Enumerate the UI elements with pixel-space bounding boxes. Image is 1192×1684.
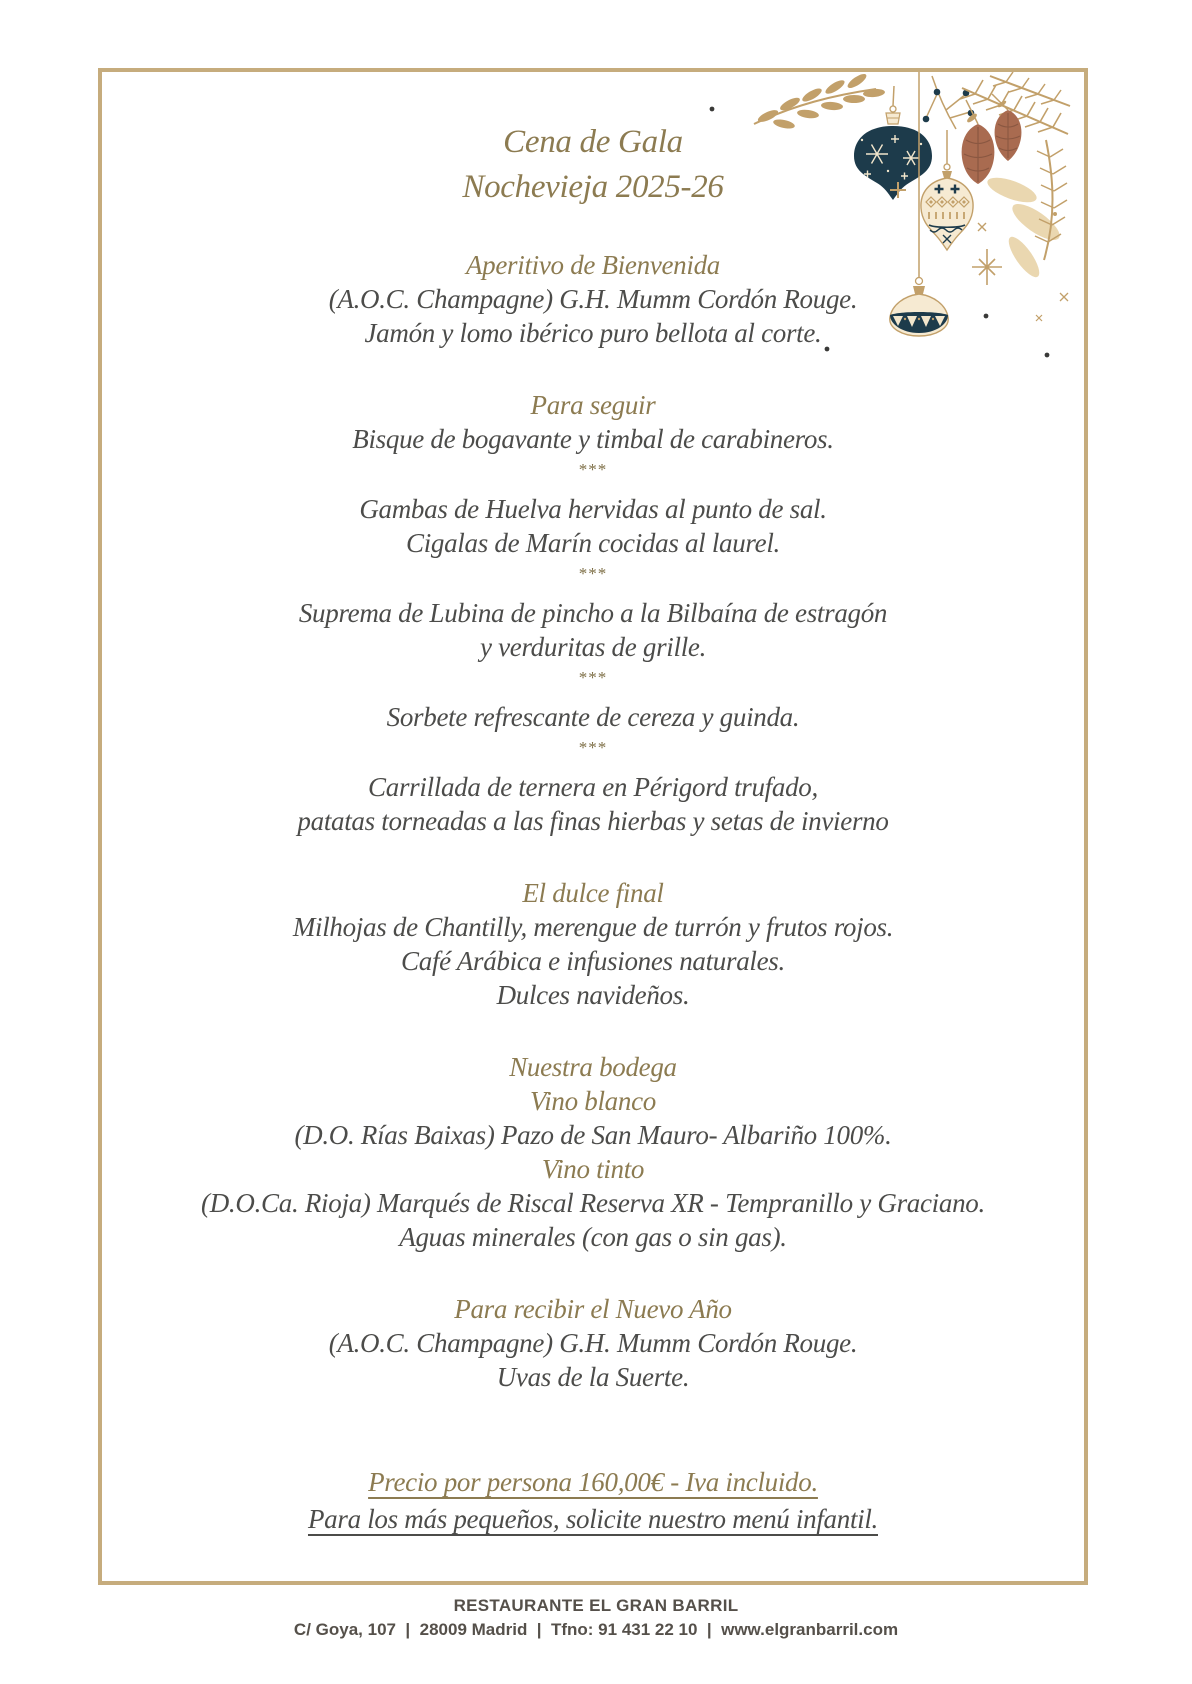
menu-line: Suprema de Lubina de pincho a la Bilbaína de estragón [298,598,888,628]
menu-title-line1: Cena de Gala [503,124,683,160]
section-el-dulce-final [102,876,1084,1012]
course-separator: *** [578,564,608,583]
menu-line: y verduritas de grille. [479,632,707,662]
menu-line: Café Arábica e infusiones naturales. [401,946,785,976]
kids-menu-note: Para los más pequeños, solicite nuestro menú infantil. [307,1504,878,1534]
restaurant-contact-line: C/ Goya, 107 | 28009 Madrid | Tfno: 91 431 22 10 | www.elgranbarril.com [293,1620,899,1639]
section-para-recibir-el-nuevo-ano [102,1292,1084,1394]
menu-content [102,72,1084,1538]
wine-subheading-tinto: Vino tinto [541,1154,645,1184]
menu-line: Jamón y lomo ibérico puro bellota al corte. [364,318,822,348]
course-separator: *** [578,738,608,757]
section-aperitivo-de-bienvenida [102,248,1084,350]
menu-line: Sorbete refrescante de cereza y guinda. [386,702,800,732]
menu-line: patatas torneadas a las finas hierbas y setas de invierno [297,806,889,836]
menu-line: (A.O.C. Champagne) G.H. Mumm Cordón Rouge. [328,1328,858,1358]
menu-title-line2: Nochevieja 2025-26 [462,169,724,205]
menu-line: Uvas de la Suerte. [496,1362,690,1392]
price-per-person: Precio por persona 160,00€ - Iva incluido. [368,1467,818,1497]
section-heading: Nuestra bodega [509,1052,677,1082]
section-heading: Para seguir [530,390,656,420]
course-separator: *** [578,668,608,687]
menu-line: (D.O.Ca. Rioja) Marqués de Riscal Reserva XR - Tempranillo y Graciano. [201,1188,985,1218]
course-separator: *** [578,460,608,479]
menu-line: (A.O.C. Champagne) G.H. Mumm Cordón Rouge. [328,284,858,314]
menu-line: Bisque de bogavante y timbal de carabineros. [352,424,834,454]
menu-line: Aguas minerales (con gas o sin gas). [399,1222,787,1252]
section-heading: Aperitivo de Bienvenida [465,250,720,280]
menu-line: Dulces navideños. [496,980,690,1010]
menu-line: (D.O. Rías Baixas) Pazo de San Mauro- Albariño 100%. [294,1120,892,1150]
wine-subheading-blanco: Vino blanco [530,1086,656,1116]
menu-line: Milhojas de Chantilly, merengue de turrón y frutos rojos. [292,912,894,942]
menu-line: Gambas de Huelva hervidas al punto de sal. [359,494,827,524]
restaurant-footer [0,1594,1192,1642]
restaurant-name: RESTAURANTE EL GRAN BARRIL [453,1596,739,1615]
section-heading: El dulce final [522,878,664,908]
menu-line: Cigalas de Marín cocidas al laurel. [406,528,780,558]
menu-gold-border-frame [98,68,1088,1585]
section-nuestra-bodega [102,1050,1084,1254]
section-heading: Para recibir el Nuevo Año [454,1294,732,1324]
menu-line: Carrillada de ternera en Périgord trufado, [368,772,818,802]
section-para-seguir [102,388,1084,838]
pricing-block [102,1464,1084,1538]
